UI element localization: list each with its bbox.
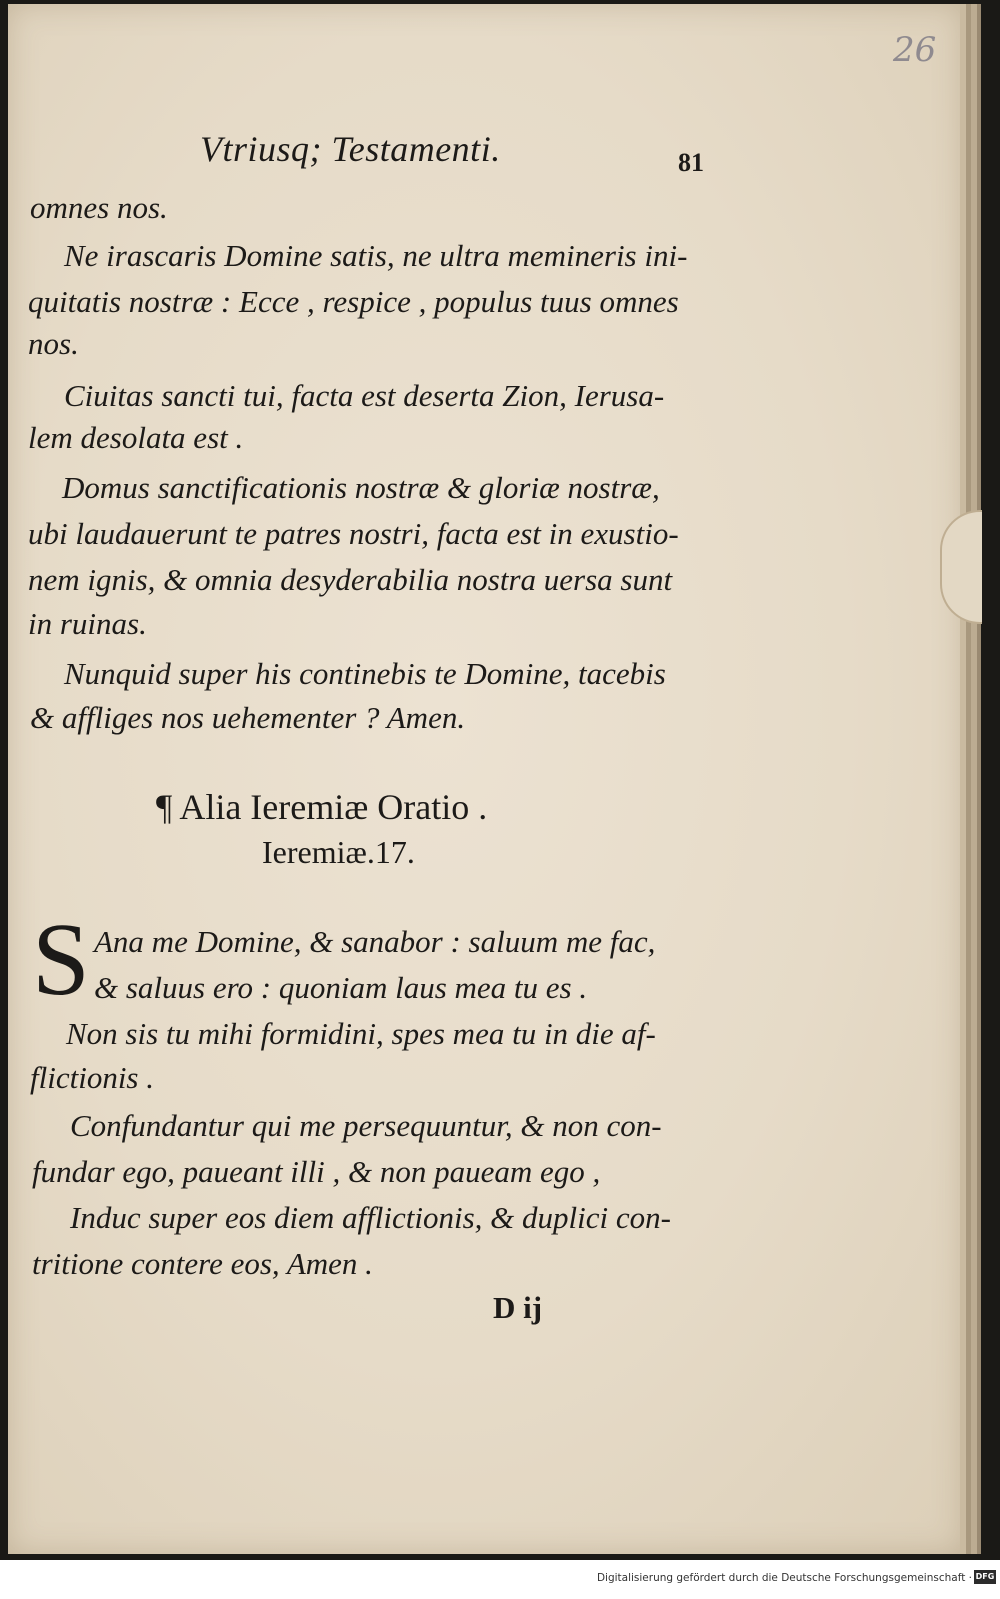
- catchword: D ij: [493, 1290, 543, 1325]
- text-line: Ne irascaris Domine satis, ne ultra memineris ini-: [64, 238, 688, 273]
- page-tab: [940, 510, 982, 624]
- text-line: Confundantur qui me persequuntur, & non con-: [70, 1108, 662, 1143]
- page-edge: [977, 4, 981, 1554]
- text-line: lem desolata est .: [28, 420, 244, 455]
- text-line: omnes nos.: [30, 190, 168, 225]
- section-subheading: Ieremiæ.17.: [262, 834, 415, 870]
- text-line: quitatis nostræ : Ecce , respice , populus tuus omnes: [28, 284, 679, 319]
- text-line: Non sis tu mihi formidini, spes mea tu in die af-: [66, 1016, 656, 1051]
- text-line: nem ignis, & omnia desyderabilia nostra uersa sunt: [28, 562, 673, 597]
- text-line: tritione contere eos, Amen .: [32, 1246, 373, 1281]
- footer-bar: [0, 1560, 1000, 1599]
- text-line: flictionis .: [30, 1060, 154, 1095]
- folio-number: 26: [893, 30, 937, 70]
- text-line: Nunquid super his continebis te Domine, tacebis: [64, 656, 666, 691]
- dfg-logo: DFG: [974, 1570, 996, 1584]
- text-line: Ciuitas sancti tui, facta est deserta Zion, Ierusa-: [64, 378, 665, 413]
- drop-cap: S: [32, 902, 90, 1017]
- text-line: Induc super eos diem afflictionis, & duplici con-: [70, 1200, 671, 1235]
- text-line: fundar ego, paueant illi , & non paueam ego ,: [32, 1154, 601, 1189]
- running-head: Vtriusq; Testamenti.: [200, 129, 501, 169]
- text-line: Domus sanctificationis nostræ & gloriæ nostræ,: [62, 470, 660, 505]
- corner-mark: 81: [678, 148, 704, 177]
- text-line: in ruinas.: [28, 606, 147, 641]
- text-line: nos.: [28, 326, 79, 361]
- text-line: ubi laudauerunt te patres nostri, facta est in exustio-: [28, 516, 679, 551]
- book-page: [8, 4, 963, 1554]
- text-line: & affliges nos uehementer ? Amen.: [30, 700, 466, 735]
- footer-credit: Digitalisierung gefördert durch die Deutsche Forschungsgemeinschaft ·: [596, 1572, 972, 1584]
- section-heading: ¶ Alia Ieremiæ Oratio .: [156, 787, 488, 827]
- text-line: & saluus ero : quoniam laus mea tu es .: [94, 970, 588, 1005]
- text-line: Ana me Domine, & sanabor : saluum me fac,: [94, 924, 656, 959]
